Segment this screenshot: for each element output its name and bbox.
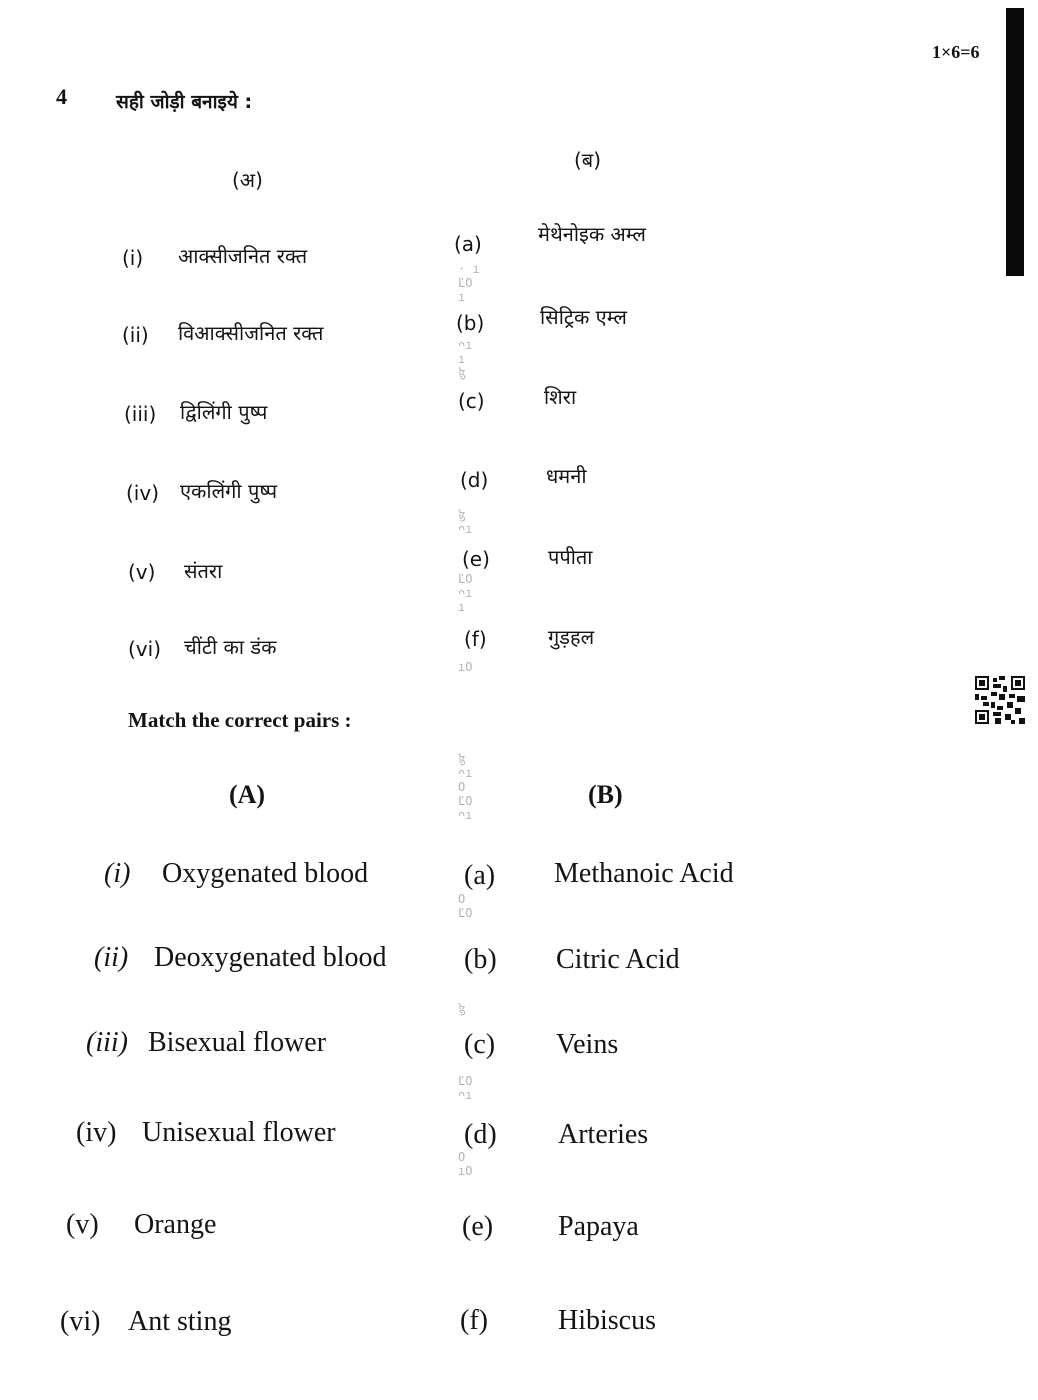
english-column-b-heading: (B) (588, 780, 623, 809)
scan-stamp-mark: ĽO ᴖı (458, 1074, 473, 1102)
marks-label: 1×6=6 (932, 42, 980, 62)
scan-stamp-mark: · ı ĽO ı (458, 262, 480, 304)
hindi-left-num: (ii) (122, 323, 149, 347)
scan-stamp-mark: ĽO ᴖı ı (458, 572, 473, 614)
english-left-num: (ii) (94, 942, 129, 973)
english-right-letter: (b) (464, 944, 497, 975)
hindi-column-a-heading: (अ) (232, 168, 263, 192)
page-edge-bar (1006, 8, 1024, 276)
english-right-text: Citric Acid (556, 944, 680, 975)
english-left-num: (vi) (60, 1306, 101, 1337)
scan-stamp-mark: ᴖı ı ɮ (458, 338, 473, 380)
hindi-left-text: एकलिंगी पुष्प (180, 479, 278, 503)
hindi-right-letter: (f) (464, 627, 487, 651)
hindi-left-num: (vi) (128, 637, 161, 661)
english-left-text: Unisexual flower (142, 1117, 336, 1148)
english-right-text: Veins (556, 1029, 619, 1060)
hindi-right-letter: (b) (456, 311, 485, 335)
english-right-text: Arteries (558, 1119, 649, 1150)
hindi-right-text: सिट्रिक एम्ल (540, 305, 627, 329)
hindi-column-b-heading: (ब) (574, 148, 602, 172)
hindi-left-num: (i) (122, 246, 144, 270)
english-right-letter: (e) (462, 1211, 494, 1242)
english-right-letter: (f) (460, 1305, 488, 1336)
english-right-letter: (d) (464, 1119, 497, 1150)
hindi-left-num: (iii) (124, 402, 157, 426)
hindi-right-text: मेथेनोइक अम्ल (538, 222, 646, 246)
hindi-right-text: गुड़हल (548, 625, 595, 649)
hindi-left-text: संतरा (184, 559, 223, 583)
english-left-num: (iii) (86, 1027, 128, 1058)
scan-stamp-mark: ɮ ᴖı O ĽO ᴖı (458, 752, 473, 822)
english-left-num: (iv) (76, 1117, 117, 1148)
hindi-left-text: आक्सीजनित रक्त (178, 244, 308, 268)
hindi-left-text: द्विलिंगी पुष्प (180, 400, 268, 424)
hindi-left-text: विआक्सीजनित रक्त (178, 321, 324, 345)
question-number: 4 (56, 84, 67, 109)
hindi-left-num: (iv) (126, 481, 159, 505)
english-column-a-heading: (A) (229, 780, 266, 809)
hindi-right-text: शिरा (544, 385, 577, 409)
english-right-text: Hibiscus (558, 1305, 656, 1336)
english-right-text: Papaya (558, 1211, 639, 1242)
scan-stamp-mark: O ĽO (458, 892, 473, 920)
english-left-text: Ant sting (128, 1306, 232, 1337)
english-instruction: Match the correct pairs : (128, 708, 352, 732)
hindi-right-text: धमनी (546, 464, 587, 488)
english-left-text: Oxygenated blood (162, 858, 369, 889)
english-left-num: (v) (66, 1209, 99, 1240)
english-right-letter: (c) (464, 1029, 496, 1060)
hindi-right-text: पपीता (548, 545, 593, 569)
qr-code-icon (975, 676, 1025, 724)
hindi-right-letter: (e) (462, 547, 490, 571)
english-left-text: Deoxygenated blood (154, 942, 387, 973)
english-left-text: Orange (134, 1209, 217, 1240)
english-right-letter: (a) (464, 860, 496, 891)
scan-stamp-mark: O ıO (458, 1150, 473, 1178)
hindi-right-letter: (c) (458, 389, 485, 413)
hindi-left-num: (v) (128, 560, 156, 584)
hindi-left-text: चींटी का डंक (184, 635, 277, 659)
hindi-right-letter: (d) (460, 468, 489, 492)
english-right-text: Methanoic Acid (554, 858, 734, 889)
scan-stamp-mark: ɮ ᴖı (458, 508, 473, 536)
hindi-instruction: सही जोड़ी बनाइये : (116, 91, 253, 113)
scan-stamp-mark: ɮ (458, 1002, 466, 1016)
scan-stamp-mark: ıO (458, 660, 473, 674)
hindi-right-letter: (a) (454, 232, 482, 256)
english-left-num: (i) (104, 858, 131, 889)
english-left-text: Bisexual flower (148, 1027, 327, 1058)
